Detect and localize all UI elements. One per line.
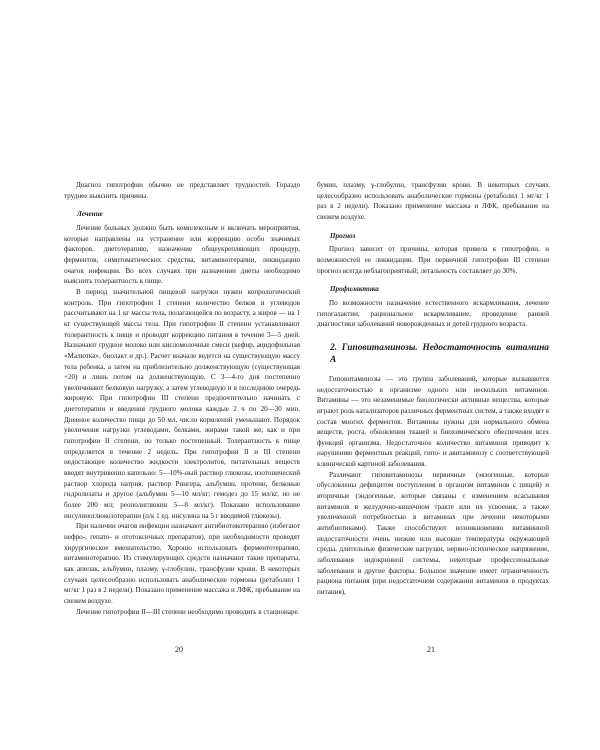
right-paragraph-2: Прогноз зависит от причины, которая привела к гипотрофии, и возможностей ее ликвидации. При первичной гипотрофии III степени прогноз всегда неблагоприятный; летальность составляет до 30%. — [317, 245, 549, 275]
left-paragraph-5: Лечение гипотрофии II—III степени необходимо проводить в стационаре. — [76, 607, 300, 616]
left-paragraph-3: В период значительной пищевой нагрузки нужен копрологический контроль. При гипотрофии I степени количество белков и углеводов рассчитывают на 1 кг массы тела, полагающейся по возрасту, а жиров — на 1 кг существующей массы тела. При гипотрофии II степени устанавливают толерантность к пище и проводят коррекцию питания в течение 3—5 дней. Назначают грудное молоко или кисломолочные смеси (кефир, ацидофильная «Малютка», биолакт и др.). Расчет вначале ведется на существующую массу тела ребенка, а затем на приблизительно долженствующую (существующая +20) и лишь потом на долженствующую. С 3—4-го дня постепенно увеличивают белковую нагрузку, а затем углеводную и в последнюю очередь жировую. При гипотрофии III степени предпочтительно начинать с диетотерапии и введения грудного молока каждые 2 ч по 20—30 мин. Дневное количество пищи до 50 мл, число кормлений уменьшают. Порядок увеличения нагрузки углеводами, белками, жирами такой же, как и при гипотрофии II степени, но только постепенный. Толерантность к пище определяется в течение 2 недель. При гипотрофии II и III степени недостающее количество жидкости электролитов, питательных веществ вводят внутривенно капельно: 5—10%-ный раствор глюкозы, изотонический раствор хлорида натрия, раствор Рингера, альбумин, протеин, белковые гидролизаты и другое (альбумин 5—10 мл/кг; гемодез до 15 мл/кг, но не более 200 мл; реополиглюкин 5—8 мл/кг). Показано использование инсулиноглюкозотерапии (п/к 1 ед. инсулина на 5 г вводимой глюкозы). — [64, 287, 300, 520]
right-paragraph-1: бумин, плазму, γ-глобулин, трансфузии крови. В некоторых случаях целесообразно использовать анаболические гормоны (ретаболил 1 мг/кг 1 раз в 2 недели). Показано применение массажа и ЛФК, пребывание на свежем воздухе. — [317, 181, 549, 221]
left-page-text — [64, 180, 300, 617]
right-paragraph-4: Гиповитаминозы — это группа заболеваний, которые вызываются недостаточностью в организме одного или нескольких витаминов. Витамины — это незаменимые биологически активные вещества, которые играют роль катализаторов различных ферментных систем, а также входят в состав многих ферментов. Витамины нужны для нормального обмена веществ, роста, обновления тканей и биохимического обеспечения всех функций организма. Недостаточное количество витаминов приводит к нарушению ферментных реакций, гипо- и авитаминозу с соответствующей клинической картиной заболевания. — [317, 374, 549, 469]
page-number-left: 20 — [175, 645, 183, 654]
right-paragraph-3: По возможности назначение естественного вскармливания, лечение гипогалактии, рациональное вскармливание, проведение ранней диагностики заболеваний новорожденных и детей грудного возраста. — [317, 298, 549, 329]
left-paragraph-2: Лечение больных должно быть комплексным и включать мероприятия, которые направлены на устранение или коррекцию особо значимых факторов, диетотерапию, назначение общеукрепляющих процедур, ферментов, симптоматических средства, витаминотерапии, ликвидацию очагов инфекции. Во всех случаях при назначении диеты необходимо выяснить толерантность к пище. — [64, 223, 300, 286]
right-page-text — [317, 180, 549, 598]
heading-treatment: Лечение — [77, 210, 103, 219]
right-paragraph-5: Различают гиповитаминозы первичные (экзогенные, которые обусловлены дефицитом поступления в организм витаминов с пищей) и вторичные (эндогенные, которые связаны с изменением всасывания витаминов в желудочно-кишечном тракте или их усвоения, а также увеличенной потребностью в витаминах при лечении некоторыми антибиотиками). Также способствуют возникновению витаминной недостаточности очень низкие или высокие температуры окружающей среды, длительные физические нагрузки, нервно-психическое напряжение, заболевания эндокринной системы, некоторые профессиональные заболевания и другие факторы. Большое значение имеет ограниченность рациона питания (при недостаточном содержании витаминов в продуктах питания), — [317, 470, 549, 596]
heading-prognosis: Прогноз — [330, 231, 356, 240]
page-number-right: 21 — [427, 645, 435, 654]
left-paragraph-1: Диагноз гипотрофии обычно не представляет трудностей. Гораздо труднее выяснить причины. — [64, 181, 300, 200]
section-title: 2. Гиповитаминозы. Недостаточность витамина А — [330, 342, 549, 365]
heading-prophylaxis: Профилактика — [330, 285, 379, 294]
left-paragraph-4: При наличии очагов инфекции назначают антибиотикотерапию (избегают нефро-, гепато- и ототоксичных препаратов), при необходимости проводят хирургическое вмешательство. Хорошо использовать ферментотерапию, витаминотерапию. Из стимулирующих средств назначают такие препараты, как апилак, альбумин, плазму, γ-глобулин, трансфузии крови. В некоторых случаях целесообразно использовать анаболические гормоны (ретаболил 1 мг/кг 1 раз в 2 недели). Показано применение массажа и ЛФК, пребывание на свежем воздухе. — [64, 522, 300, 605]
